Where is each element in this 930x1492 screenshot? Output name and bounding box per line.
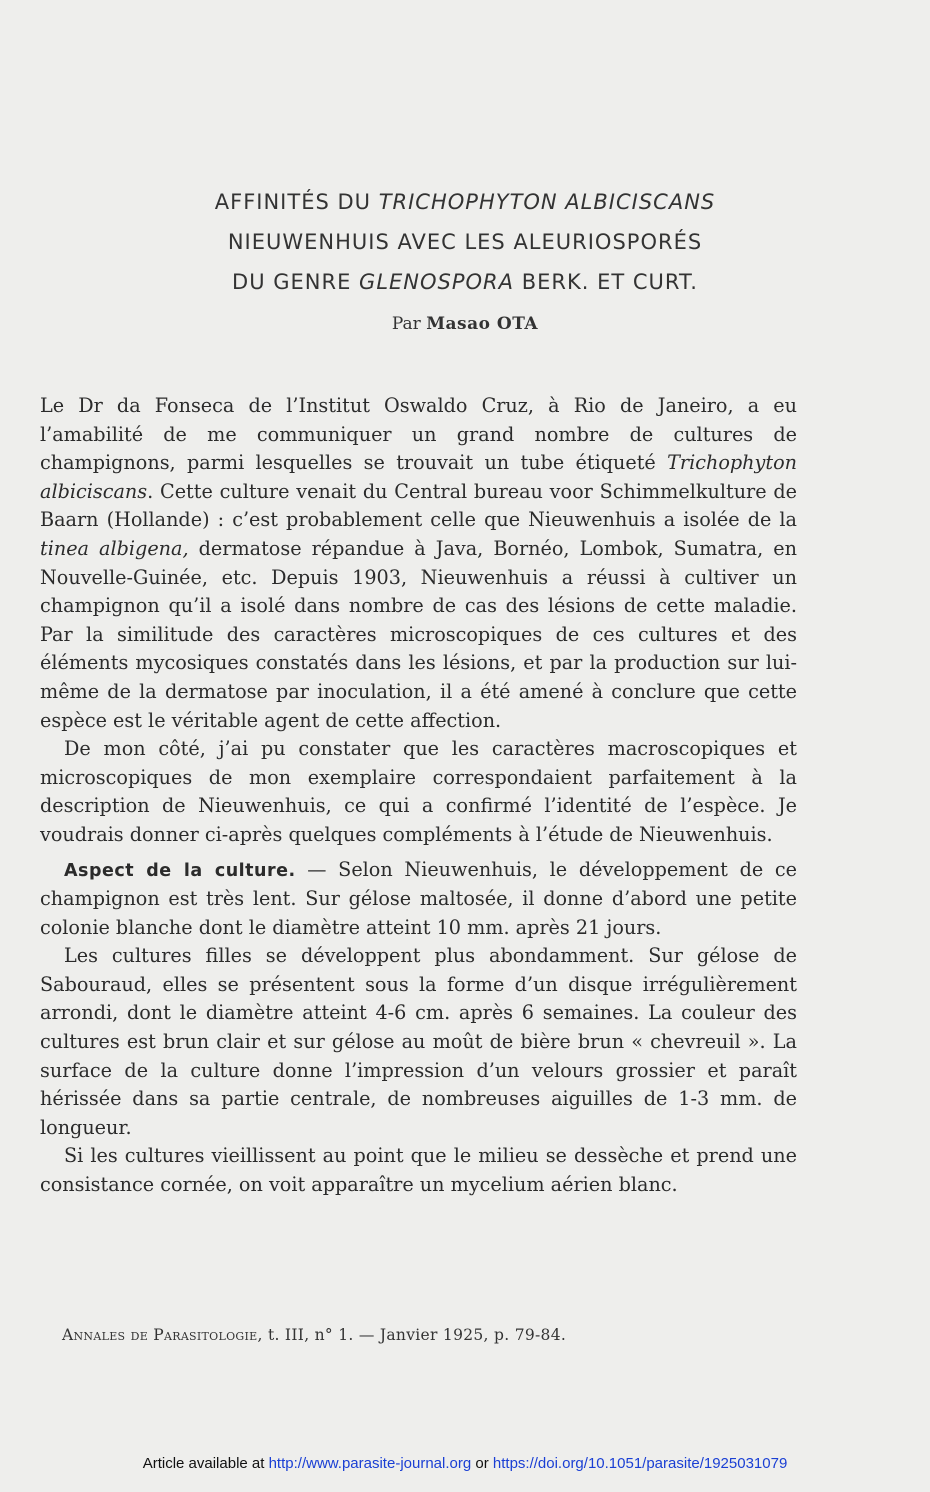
title-line-3: DU GENRE GLENOSPORA BERK. ET CURT. (232, 270, 698, 294)
paragraph-3: Aspect de la culture. — Selon Nieuwenhuis, le développement de ce champignon est très lent. Sur gélose maltosée, il donne d’abord une petite colonie blanche dont le diamètre atteint 10 mm. après 21 jours. (40, 857, 797, 939)
paragraph-4: Les cultures filles se développent plus abondamment. Sur gélose de Sabouraud, elles se présentent sous la forme d’un disque irrégulièrement arrondi, dont le diamètre atteint 4-6 cm. après 6 semaines. La couleur des cultures est brun clair et sur gélose au moût de bière brun « chevreuil ». La surface de la culture donne l’impression d’un velours grossier et paraît hérissée dans sa partie centrale, de nombreuses aiguilles de 1-3 mm. de longueur. (40, 944, 797, 1139)
journal-link[interactable]: http://www.parasite-journal.org (268, 1455, 472, 1472)
availability-footer: Article available at http://www.parasite-journal.org or https://doi.org/10.1051/parasite/1925031079 (142, 1455, 788, 1472)
citation-footnote: Annales de Parasitologie, t. III, n° 1. — Janvier 1925, p. 79-84. (62, 1326, 567, 1344)
title-genus-name: GLENOSPORA (359, 270, 515, 294)
article-title (60, 182, 870, 302)
title-line-1: AFFINITÉS DU TRICHOPHYTON ALBICISCANS (214, 190, 716, 214)
author-line: Par Masao OTA (391, 314, 539, 334)
section-heading: Aspect de la culture. (64, 860, 296, 881)
author-name: Masao OTA (426, 314, 539, 334)
doi-link[interactable]: https://doi.org/10.1051/parasite/1925031079 (492, 1455, 788, 1472)
paragraph-2: De mon côté, j’ai pu constater que les caractères macroscopiques et microscopiques de mon exemplaire correspondaient parfaitement à la description de Nieuwenhuis, ce qui a confirmé l’identité de l’espèce. Je voudrais donner ci-après quelques compléments à l’étude de Nieuwenhuis. (40, 737, 797, 846)
article-body (40, 392, 797, 1200)
paragraph-5: Si les cultures vieillissent au point que le milieu se dessèche et prend une consistance cornée, on voit apparaître un mycelium aérien blanc. (40, 1144, 797, 1197)
paragraph-1: Le Dr da Fonseca de l’Institut Oswaldo Cruz, à Rio de Janeiro, a eu l’amabilité de me communiquer un grand nombre de cultures de champignons, parmi lesquelles se trouvait un tube étiqueté Trichophyton albiciscans. Cette culture venait du Central bureau voor Schimmelkulture de Baarn (Hollande) : c’est probablement celle que Nieuwenhuis a isolée de la tinea albigena, dermatose répandue à Java, Bornéo, Lombok, Sumatra, en Nouvelle-Guinée, etc. Depuis 1903, Nieuwenhuis a réussi à cultiver un champignon qu’il a isolé dans nombre de cas des lésions de cette maladie. Par la similitude des caractères microscopiques de ces cultures et des éléments mycosiques constatés dans les lésions, et par la production sur lui-même de la dermatose par inoculation, il a été amené à conclure que cette espèce est le véritable agent de cette affection. (40, 394, 797, 732)
title-species-name: TRICHOPHYTON ALBICISCANS (378, 190, 716, 214)
title-line-2: NIEUWENHUIS AVEC LES ALEURIOSPORÉS (227, 230, 703, 254)
